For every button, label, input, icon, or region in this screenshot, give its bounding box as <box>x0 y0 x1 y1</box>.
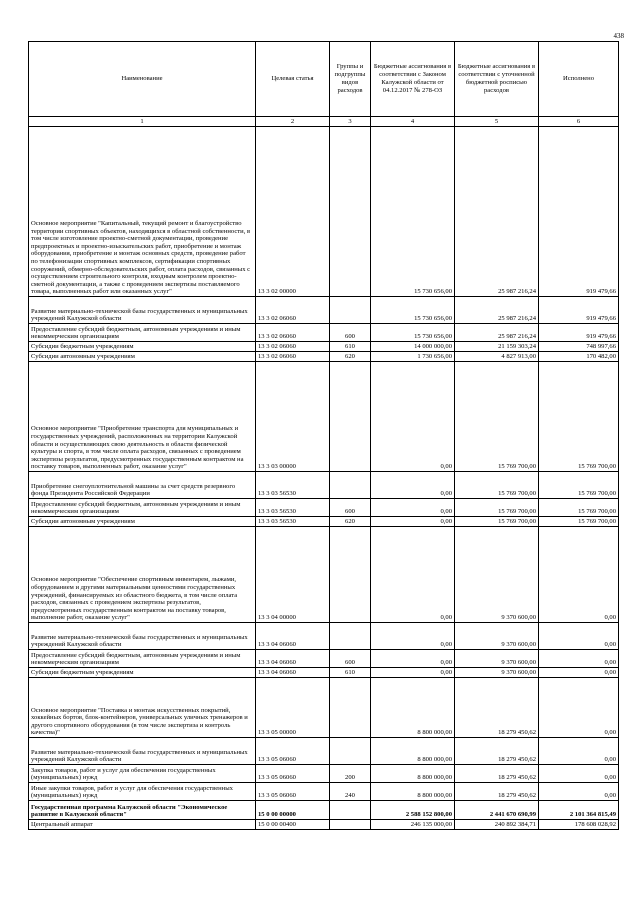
row-refined-amount: 18 279 450,62 <box>455 738 539 765</box>
row-name: Основное мероприятие "Капитальный, текущий ремонт и благоустройство территории спортивных объектов, находящихся в областной собственности, в том числе изготовление проектно-сметной документации, проведение предпроектных и проектно-изыскательских работ, приобретение и монтаж оборудования, приобретение и монтаж основных средств, проведение работ по телефонизации спортивных комплексов, сертификации спортивных сооружений, обмерно-обследовательских работ, оплата расходов, связанных с осуществлением строительного контроля, входным контролем проектно-сметной документации, а также с проведением экспертизы поставляемого товара, выполненных работ или оказанных услуг" <box>29 127 256 297</box>
row-group: 620 <box>330 517 371 527</box>
row-name: Субсидии бюджетным учреждениям <box>29 342 256 352</box>
row-name: Предоставление субсидий бюджетным, автономным учреждениям и иным некоммерческим организациям <box>29 650 256 668</box>
row-law-amount: 0,00 <box>371 499 455 517</box>
row-law-amount: 14 000 000,00 <box>371 342 455 352</box>
row-name: Субсидии бюджетным учреждениям <box>29 668 256 678</box>
row-name: Основное мероприятие "Поставка и монтаж искусственных покрытий, хоккейных бортов, блок-контейнеров, универсальных уличных тренажеров и другого спортивного оборудования (в том числе экспертиза и контроль качества)" <box>29 678 256 738</box>
row-name: Закупка товаров, работ и услуг для обеспечения государственных (муниципальных) нужд <box>29 765 256 783</box>
row-target-code: 13 3 02 06060 <box>256 324 330 342</box>
row-executed-amount: 170 482,00 <box>539 352 619 362</box>
row-law-amount: 0,00 <box>371 362 455 472</box>
table-row <box>29 820 619 830</box>
row-target-code: 13 3 02 06060 <box>256 342 330 352</box>
column-number: 3 <box>330 117 371 127</box>
row-group: 610 <box>330 668 371 678</box>
row-executed-amount: 0,00 <box>539 738 619 765</box>
row-refined-amount: 240 892 384,71 <box>455 820 539 830</box>
row-law-amount: 8 800 000,00 <box>371 738 455 765</box>
row-group <box>330 362 371 472</box>
row-refined-amount: 21 159 303,24 <box>455 342 539 352</box>
row-refined-amount: 9 370 600,00 <box>455 650 539 668</box>
row-target-code: 13 3 05 06060 <box>256 738 330 765</box>
row-executed-amount: 0,00 <box>539 678 619 738</box>
row-target-code: 13 3 04 06060 <box>256 650 330 668</box>
column-number: 5 <box>455 117 539 127</box>
budget-table <box>28 41 619 830</box>
row-name: Приобретение снегоуплотнительной машины за счет средств резервного фонда Президента Российской Федерации <box>29 472 256 499</box>
row-group <box>330 527 371 623</box>
row-group <box>330 738 371 765</box>
row-name: Основное мероприятие "Обеспечение спортивным инвентарем, лыжами, оборудованием и другими материальными ценностями государственных учреждений, финансируемых из областного бюджета, в том числе оплата расходов, связанных с проведением экспертизы результатов, предусмотренных государственным контрактом на поставку товаров, выполнение работ, оказание услуг" <box>29 527 256 623</box>
row-group <box>330 801 371 820</box>
row-executed-amount: 0,00 <box>539 650 619 668</box>
row-target-code: 13 3 02 06060 <box>256 297 330 324</box>
table-row <box>29 668 619 678</box>
row-target-code: 13 3 04 06060 <box>256 623 330 650</box>
row-law-amount: 0,00 <box>371 527 455 623</box>
row-law-amount: 15 730 656,00 <box>371 324 455 342</box>
row-refined-amount: 18 279 450,62 <box>455 678 539 738</box>
table-row <box>29 765 619 783</box>
table-row <box>29 297 619 324</box>
row-executed-amount: 0,00 <box>539 623 619 650</box>
row-target-code: 13 3 02 06060 <box>256 352 330 362</box>
row-group: 240 <box>330 783 371 801</box>
row-group <box>330 297 371 324</box>
row-executed-amount: 0,00 <box>539 668 619 678</box>
row-executed-amount: 15 769 700,00 <box>539 499 619 517</box>
row-target-code: 13 3 02 00000 <box>256 127 330 297</box>
row-refined-amount: 4 827 913,00 <box>455 352 539 362</box>
row-executed-amount: 919 479,66 <box>539 324 619 342</box>
table-row <box>29 527 619 623</box>
row-target-code: 13 3 05 00000 <box>256 678 330 738</box>
row-law-amount: 15 730 656,00 <box>371 297 455 324</box>
row-group <box>330 820 371 830</box>
row-target-code: 13 3 05 06060 <box>256 783 330 801</box>
row-target-code: 13 3 03 56530 <box>256 499 330 517</box>
column-number: 1 <box>29 117 256 127</box>
row-executed-amount: 178 608 028,92 <box>539 820 619 830</box>
row-name: Субсидии автономным учреждениям <box>29 352 256 362</box>
table-row <box>29 127 619 297</box>
page-number: 438 <box>613 32 624 40</box>
row-target-code: 13 3 03 56530 <box>256 472 330 499</box>
row-law-amount: 1 730 656,00 <box>371 352 455 362</box>
row-target-code: 13 3 03 00000 <box>256 362 330 472</box>
row-law-amount: 0,00 <box>371 472 455 499</box>
table-row <box>29 517 619 527</box>
table-row <box>29 499 619 517</box>
row-name: Государственная программа Калужской области "Экономическое развитие в Калужской области" <box>29 801 256 820</box>
row-executed-amount: 0,00 <box>539 527 619 623</box>
row-target-code: 13 3 03 56530 <box>256 517 330 527</box>
row-law-amount: 2 588 152 800,00 <box>371 801 455 820</box>
row-name: Развитие материально-технической базы государственных и муниципальных учреждений Калужской области <box>29 623 256 650</box>
table-row <box>29 352 619 362</box>
table-row <box>29 472 619 499</box>
row-refined-amount: 9 370 600,00 <box>455 623 539 650</box>
row-executed-amount: 748 997,66 <box>539 342 619 352</box>
row-refined-amount: 2 441 670 690,99 <box>455 801 539 820</box>
row-refined-amount: 9 370 600,00 <box>455 668 539 678</box>
row-name: Субсидии автономным учреждениям <box>29 517 256 527</box>
row-target-code: 15 0 00 00000 <box>256 801 330 820</box>
table-row <box>29 801 619 820</box>
table-row <box>29 362 619 472</box>
column-number: 6 <box>539 117 619 127</box>
row-group: 600 <box>330 650 371 668</box>
row-law-amount: 0,00 <box>371 668 455 678</box>
row-name: Центральный аппарат <box>29 820 256 830</box>
row-refined-amount: 15 769 700,00 <box>455 517 539 527</box>
header-name: Наименование <box>29 42 256 117</box>
table-header-row <box>29 42 619 117</box>
row-executed-amount: 919 479,66 <box>539 297 619 324</box>
row-law-amount: 15 730 656,00 <box>371 127 455 297</box>
row-executed-amount: 0,00 <box>539 765 619 783</box>
row-law-amount: 0,00 <box>371 623 455 650</box>
row-law-amount: 0,00 <box>371 517 455 527</box>
row-refined-amount: 9 370 600,00 <box>455 527 539 623</box>
column-number: 2 <box>256 117 330 127</box>
row-name: Предоставление субсидий бюджетным, автономным учреждениям и иным некоммерческим организациям <box>29 499 256 517</box>
row-refined-amount: 15 769 700,00 <box>455 362 539 472</box>
header-refined: Бюджетные ассигнования в соответствии с уточненной бюджетной росписью расходов <box>455 42 539 117</box>
header-law: Бюджетные ассигнования в соответствии с Законом Калужской области от 04.12.2017 № 278-ОЗ <box>371 42 455 117</box>
table-row <box>29 342 619 352</box>
row-group: 600 <box>330 324 371 342</box>
table-row <box>29 678 619 738</box>
row-refined-amount: 18 279 450,62 <box>455 783 539 801</box>
row-name: Основное мероприятие "Приобретение транспорта для муниципальных и государственных учреждений, расположенных на территории Калужской области и осуществляющих свою деятельность в области физической культуры и спорта, в том числе оплата расходов, связанных с проведением экспертизы результатов, предусмотренных государственным контрактом на поставку товаров, выполненных работ, оказание услуг" <box>29 362 256 472</box>
row-refined-amount: 18 279 450,62 <box>455 765 539 783</box>
header-target: Целевая статья <box>256 42 330 117</box>
row-law-amount: 8 800 000,00 <box>371 783 455 801</box>
row-group: 600 <box>330 499 371 517</box>
row-group <box>330 678 371 738</box>
table-row <box>29 738 619 765</box>
column-numbers-row <box>29 117 619 127</box>
row-law-amount: 0,00 <box>371 650 455 668</box>
row-refined-amount: 15 769 700,00 <box>455 499 539 517</box>
table-row <box>29 623 619 650</box>
row-name: Развитие материально-технической базы государственных и муниципальных учреждений Калужской области <box>29 297 256 324</box>
row-refined-amount: 15 769 700,00 <box>455 472 539 499</box>
row-law-amount: 246 135 000,00 <box>371 820 455 830</box>
row-executed-amount: 15 769 700,00 <box>539 517 619 527</box>
row-refined-amount: 25 987 216,24 <box>455 324 539 342</box>
table-body <box>29 127 619 830</box>
table-row <box>29 783 619 801</box>
column-number: 4 <box>371 117 455 127</box>
row-group <box>330 472 371 499</box>
row-name: Иные закупки товаров, работ и услуг для обеспечения государственных (муниципальных) нужд <box>29 783 256 801</box>
table-row <box>29 324 619 342</box>
header-groups: Группы и подгруппы видов расходов <box>330 42 371 117</box>
header-executed: Исполнено <box>539 42 619 117</box>
row-target-code: 15 0 00 00400 <box>256 820 330 830</box>
row-executed-amount: 919 479,66 <box>539 127 619 297</box>
row-refined-amount: 25 987 216,24 <box>455 127 539 297</box>
row-target-code: 13 3 05 06060 <box>256 765 330 783</box>
row-group: 610 <box>330 342 371 352</box>
row-name: Предоставление субсидий бюджетным, автономным учреждениям и иным некоммерческим организациям <box>29 324 256 342</box>
row-executed-amount: 0,00 <box>539 783 619 801</box>
row-law-amount: 8 800 000,00 <box>371 678 455 738</box>
row-executed-amount: 15 769 700,00 <box>539 362 619 472</box>
row-name: Развитие материально-технической базы государственных и муниципальных учреждений Калужской области <box>29 738 256 765</box>
row-group: 200 <box>330 765 371 783</box>
row-group: 620 <box>330 352 371 362</box>
row-target-code: 13 3 04 00000 <box>256 527 330 623</box>
row-law-amount: 8 800 000,00 <box>371 765 455 783</box>
row-executed-amount: 2 101 364 815,49 <box>539 801 619 820</box>
row-target-code: 13 3 04 06060 <box>256 668 330 678</box>
row-refined-amount: 25 987 216,24 <box>455 297 539 324</box>
row-executed-amount: 15 769 700,00 <box>539 472 619 499</box>
row-group <box>330 127 371 297</box>
row-group <box>330 623 371 650</box>
table-row <box>29 650 619 668</box>
